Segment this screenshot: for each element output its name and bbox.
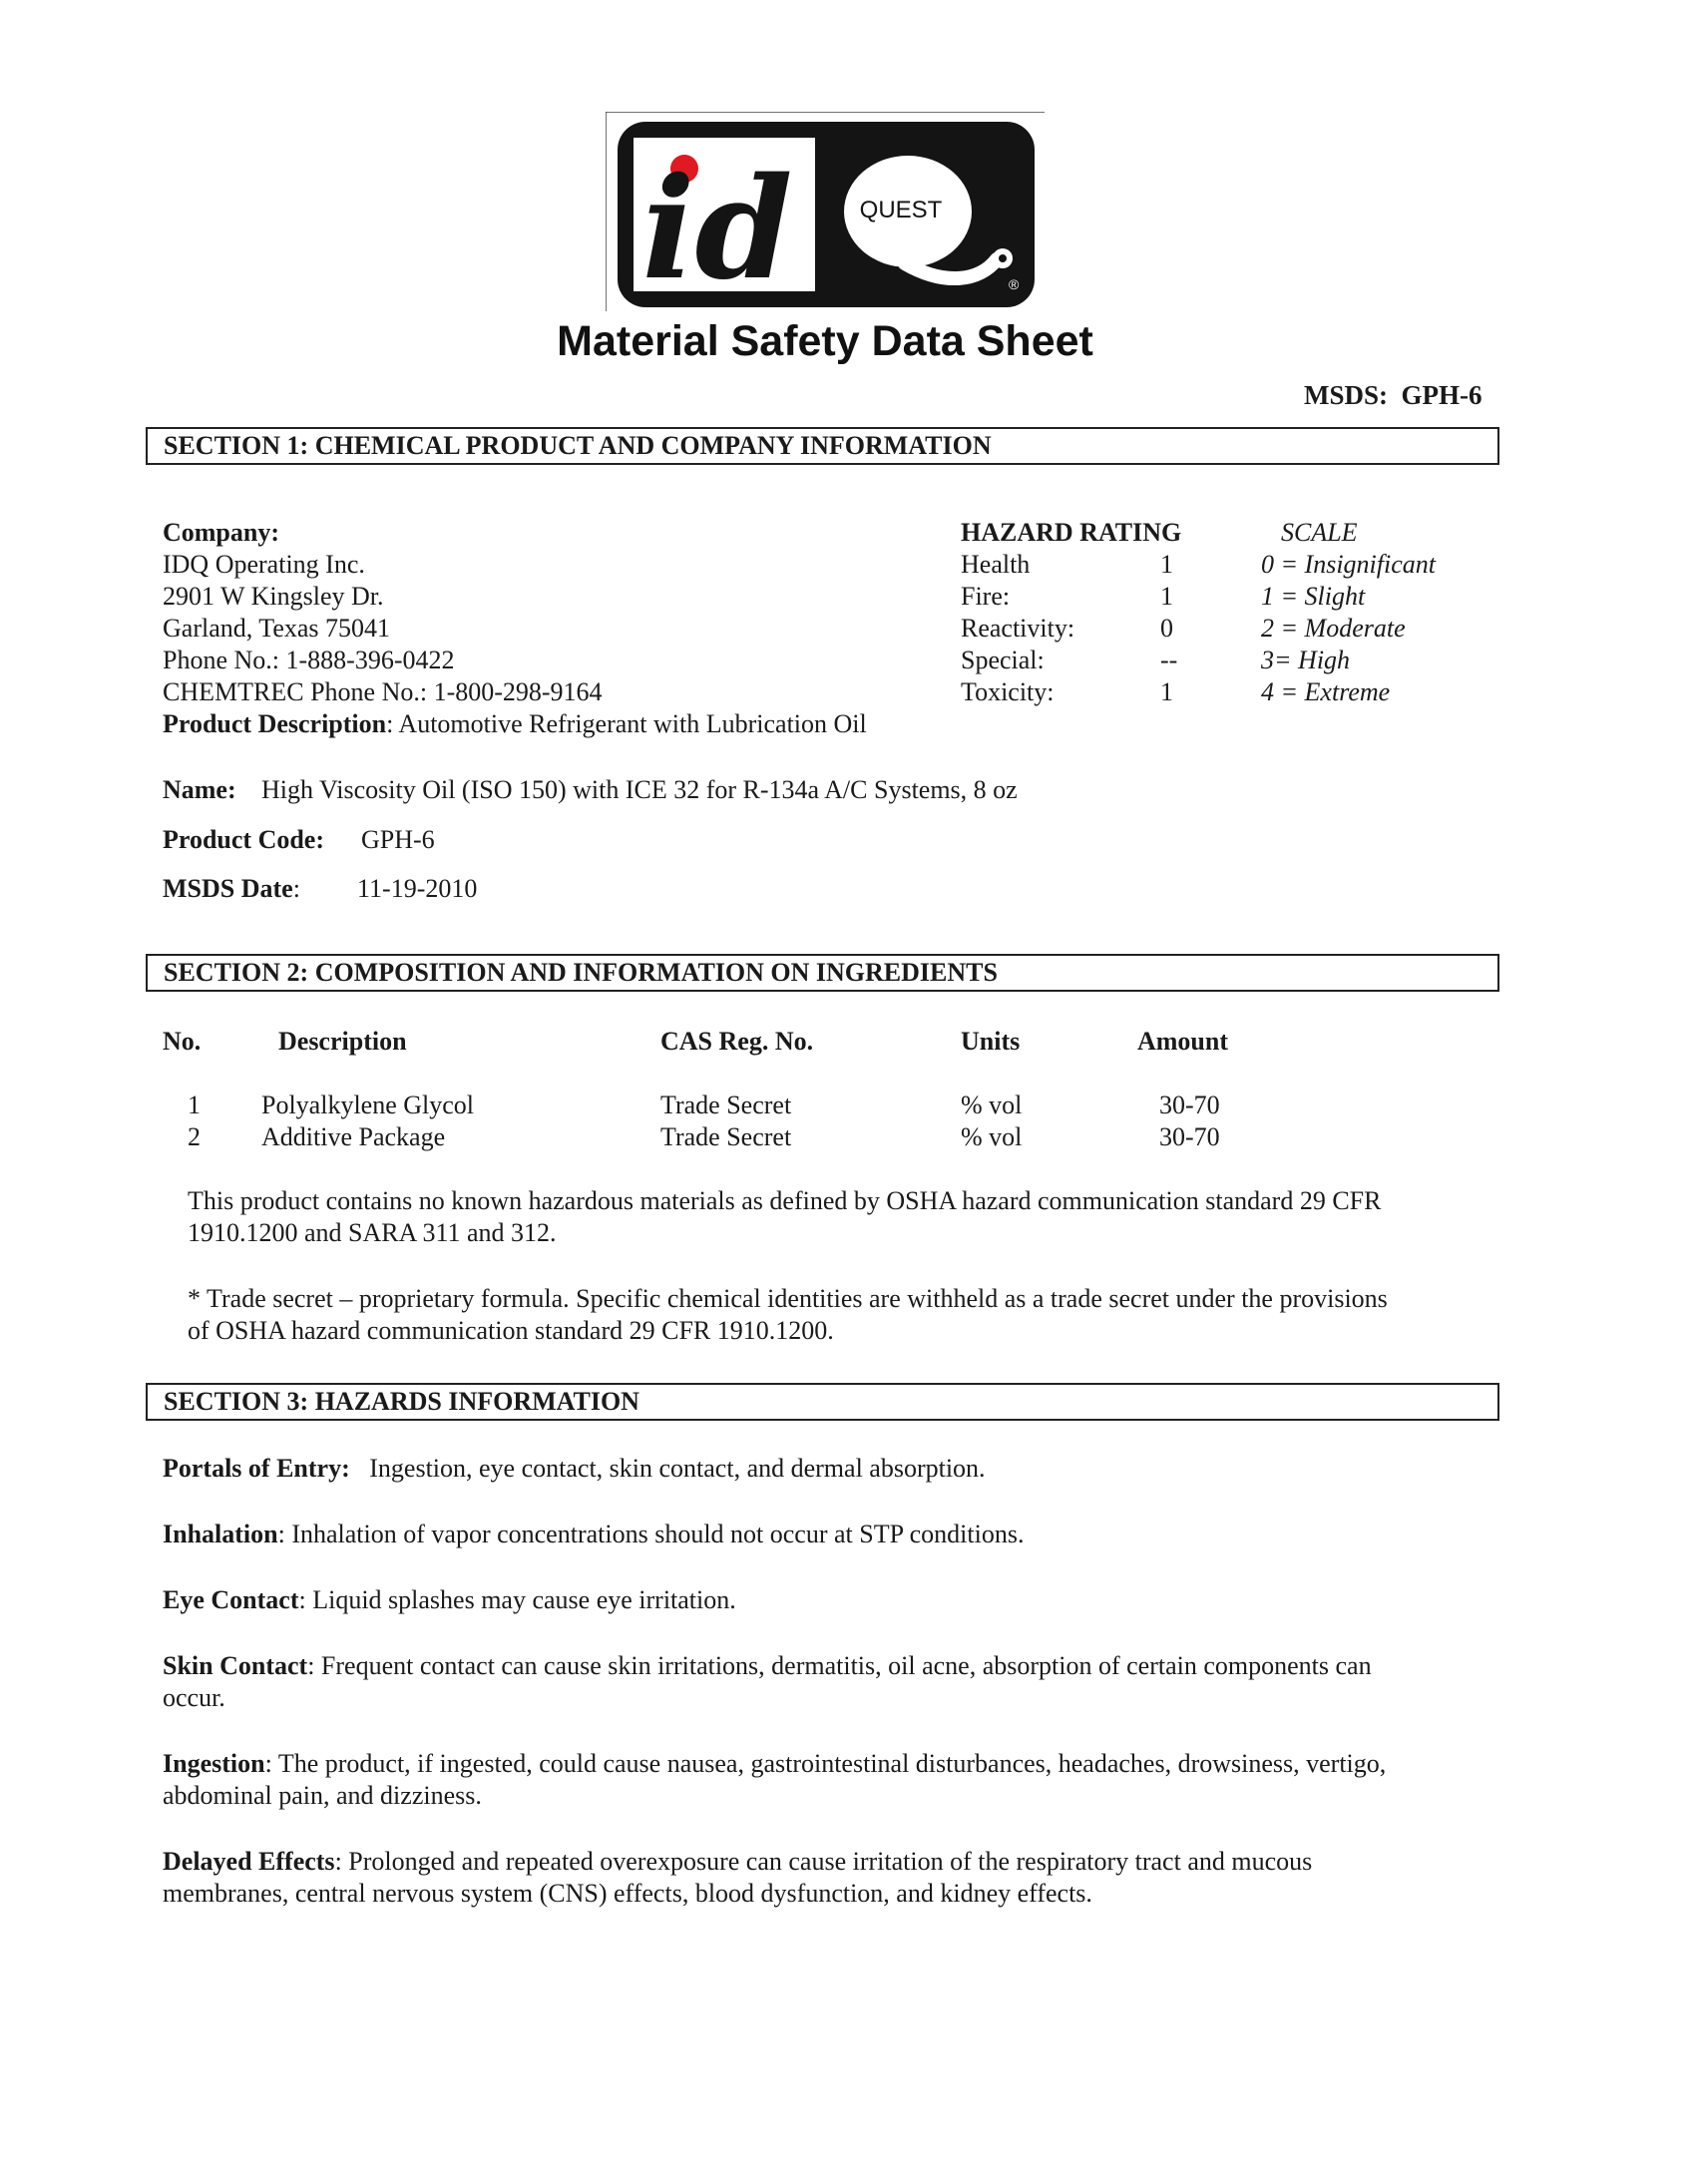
- row-2-units: % vol: [961, 1122, 1023, 1151]
- hazard-name-reactivity: Reactivity:: [961, 614, 1075, 643]
- row-2-no: 2: [188, 1122, 201, 1151]
- scale-4: 4 = Extreme: [1261, 677, 1391, 706]
- scale-2: 2 = Moderate: [1261, 614, 1406, 643]
- eye-contact-label: Eye Contact: [163, 1585, 299, 1614]
- row-2-description: Additive Package: [261, 1122, 446, 1151]
- company-label: Company:: [163, 518, 280, 547]
- hazard-name-health: Health: [961, 550, 1031, 579]
- msds-value: GPH-6: [1401, 380, 1483, 410]
- scale-0: 0 = Insignificant: [1261, 550, 1436, 579]
- scale-1: 1 = Slight: [1261, 582, 1366, 611]
- company-street: 2901 W Kingsley Dr.: [163, 582, 384, 611]
- ingestion-line-2: abdominal pain, and dizziness.: [163, 1781, 482, 1810]
- scale-3: 3= High: [1261, 646, 1351, 674]
- col-cas: CAS Reg. No.: [660, 1027, 814, 1056]
- trade-secret-note-line-1: * Trade secret – proprietary formula. Specific chemical identities are withheld as a trade secret under the provisions: [188, 1284, 1388, 1313]
- document-title: Material Safety Data Sheet: [557, 317, 1093, 365]
- product-description: [163, 708, 867, 740]
- row-2-amount: 30-70: [1159, 1122, 1220, 1151]
- skin-contact-line-1: [163, 1650, 1372, 1682]
- delayed-effects-line-1: [163, 1846, 1312, 1878]
- delayed-effects-label: Delayed Effects: [163, 1847, 335, 1876]
- hazard-name-toxicity: Toxicity:: [961, 677, 1055, 706]
- scale-label: SCALE: [1281, 518, 1358, 547]
- hazard-value-reactivity: 0: [1160, 614, 1173, 643]
- company-city: Garland, Texas 75041: [163, 614, 391, 643]
- inhalation-label: Inhalation: [163, 1520, 278, 1548]
- msds-date-colon: :: [292, 874, 300, 903]
- msds-date-label: MSDS Date: [163, 874, 293, 903]
- hazard-value-health: 1: [1160, 550, 1173, 579]
- logo-graphic: [606, 112, 1045, 311]
- hazard-name-special: Special:: [961, 646, 1045, 674]
- hazard-name-fire: Fire:: [961, 582, 1011, 611]
- eye-contact-value: : Liquid splashes may cause eye irritation.: [298, 1585, 736, 1614]
- svg-text:QUEST: QUEST: [859, 197, 943, 223]
- col-amount: Amount: [1137, 1027, 1229, 1056]
- msds-id: [1304, 379, 1483, 411]
- hazard-value-special: --: [1160, 646, 1178, 674]
- row-1-cas: Trade Secret: [660, 1091, 792, 1119]
- skin-contact-value: : Frequent contact can cause skin irritations, dermatitis, oil acne, absorption of certain components can: [307, 1651, 1372, 1680]
- section-3-heading: SECTION 3: HAZARDS INFORMATION: [164, 1387, 639, 1416]
- msds-date-label-group: [163, 873, 300, 905]
- delayed-effects-value: : Prolonged and repeated overexposure can cause irritation of the respiratory tract and mucous: [334, 1847, 1313, 1876]
- col-units: Units: [961, 1027, 1021, 1056]
- col-no: No.: [163, 1027, 202, 1056]
- svg-text:id: id: [641, 148, 793, 311]
- skin-contact-line-2: occur.: [163, 1683, 225, 1712]
- portals-of-entry: [163, 1453, 986, 1485]
- ingestion-label: Ingestion: [163, 1749, 265, 1778]
- inhalation-value: : Inhalation of vapor concentrations should not occur at STP conditions.: [277, 1520, 1025, 1548]
- osha-note-line-2: 1910.1200 and SARA 311 and 312.: [188, 1218, 557, 1247]
- skin-contact-label: Skin Contact: [163, 1651, 308, 1680]
- row-2-cas: Trade Secret: [660, 1122, 792, 1151]
- msds-date-value: 11-19-2010: [357, 874, 478, 903]
- row-1-units: % vol: [961, 1091, 1023, 1119]
- ingestion-value: : The product, if ingested, could cause nausea, gastrointestinal disturbances, headaches, drowsiness, vertigo,: [264, 1749, 1387, 1778]
- col-description: Description: [278, 1027, 407, 1056]
- company-phone: Phone No.: 1-888-396-0422: [163, 646, 455, 674]
- product-description-value: : Automotive Refrigerant with Lubrication Oil: [386, 709, 867, 738]
- inhalation: [163, 1519, 1024, 1550]
- portals-value: Ingestion, eye contact, skin contact, and dermal absorption.: [369, 1454, 986, 1483]
- osha-note-line-1: This product contains no known hazardous materials as defined by OSHA hazard communication standard 29 CFR: [188, 1186, 1382, 1215]
- company-chemtrec-phone: CHEMTREC Phone No.: 1-800-298-9164: [163, 677, 603, 706]
- name-label: Name:: [163, 775, 236, 804]
- portals-label: Portals of Entry:: [163, 1454, 350, 1483]
- row-1-description: Polyalkylene Glycol: [261, 1091, 475, 1119]
- msds-label: MSDS:: [1304, 380, 1389, 410]
- section-3-heading-box: [146, 1383, 1499, 1421]
- eye-contact: [163, 1584, 736, 1616]
- row-1-no: 1: [188, 1091, 201, 1119]
- hazard-value-fire: 1: [1160, 582, 1173, 611]
- hazard-rating-label: HAZARD RATING: [961, 518, 1182, 547]
- product-code-label: Product Code:: [163, 825, 325, 854]
- idq-logo: [606, 112, 1045, 311]
- section-1-heading: SECTION 1: CHEMICAL PRODUCT AND COMPANY INFORMATION: [164, 431, 992, 460]
- company-name: IDQ Operating Inc.: [163, 550, 365, 579]
- section-1-heading-box: [146, 427, 1499, 465]
- name-value: High Viscosity Oil (ISO 150) with ICE 32 for R-134a A/C Systems, 8 oz: [261, 775, 1018, 804]
- section-2-heading-box: [146, 954, 1499, 992]
- product-code-value: GPH-6: [361, 825, 435, 854]
- hazard-value-toxicity: 1: [1160, 677, 1173, 706]
- delayed-effects-line-2: membranes, central nervous system (CNS) effects, blood dysfunction, and kidney effects.: [163, 1879, 1092, 1908]
- row-1-amount: 30-70: [1159, 1091, 1220, 1119]
- product-description-label: Product Description: [163, 709, 387, 738]
- ingestion-line-1: [163, 1748, 1386, 1780]
- svg-text:®: ®: [1009, 276, 1020, 292]
- trade-secret-note-line-2: of OSHA hazard communication standard 29 CFR 1910.1200.: [188, 1316, 834, 1345]
- section-2-heading: SECTION 2: COMPOSITION AND INFORMATION ON INGREDIENTS: [164, 958, 998, 987]
